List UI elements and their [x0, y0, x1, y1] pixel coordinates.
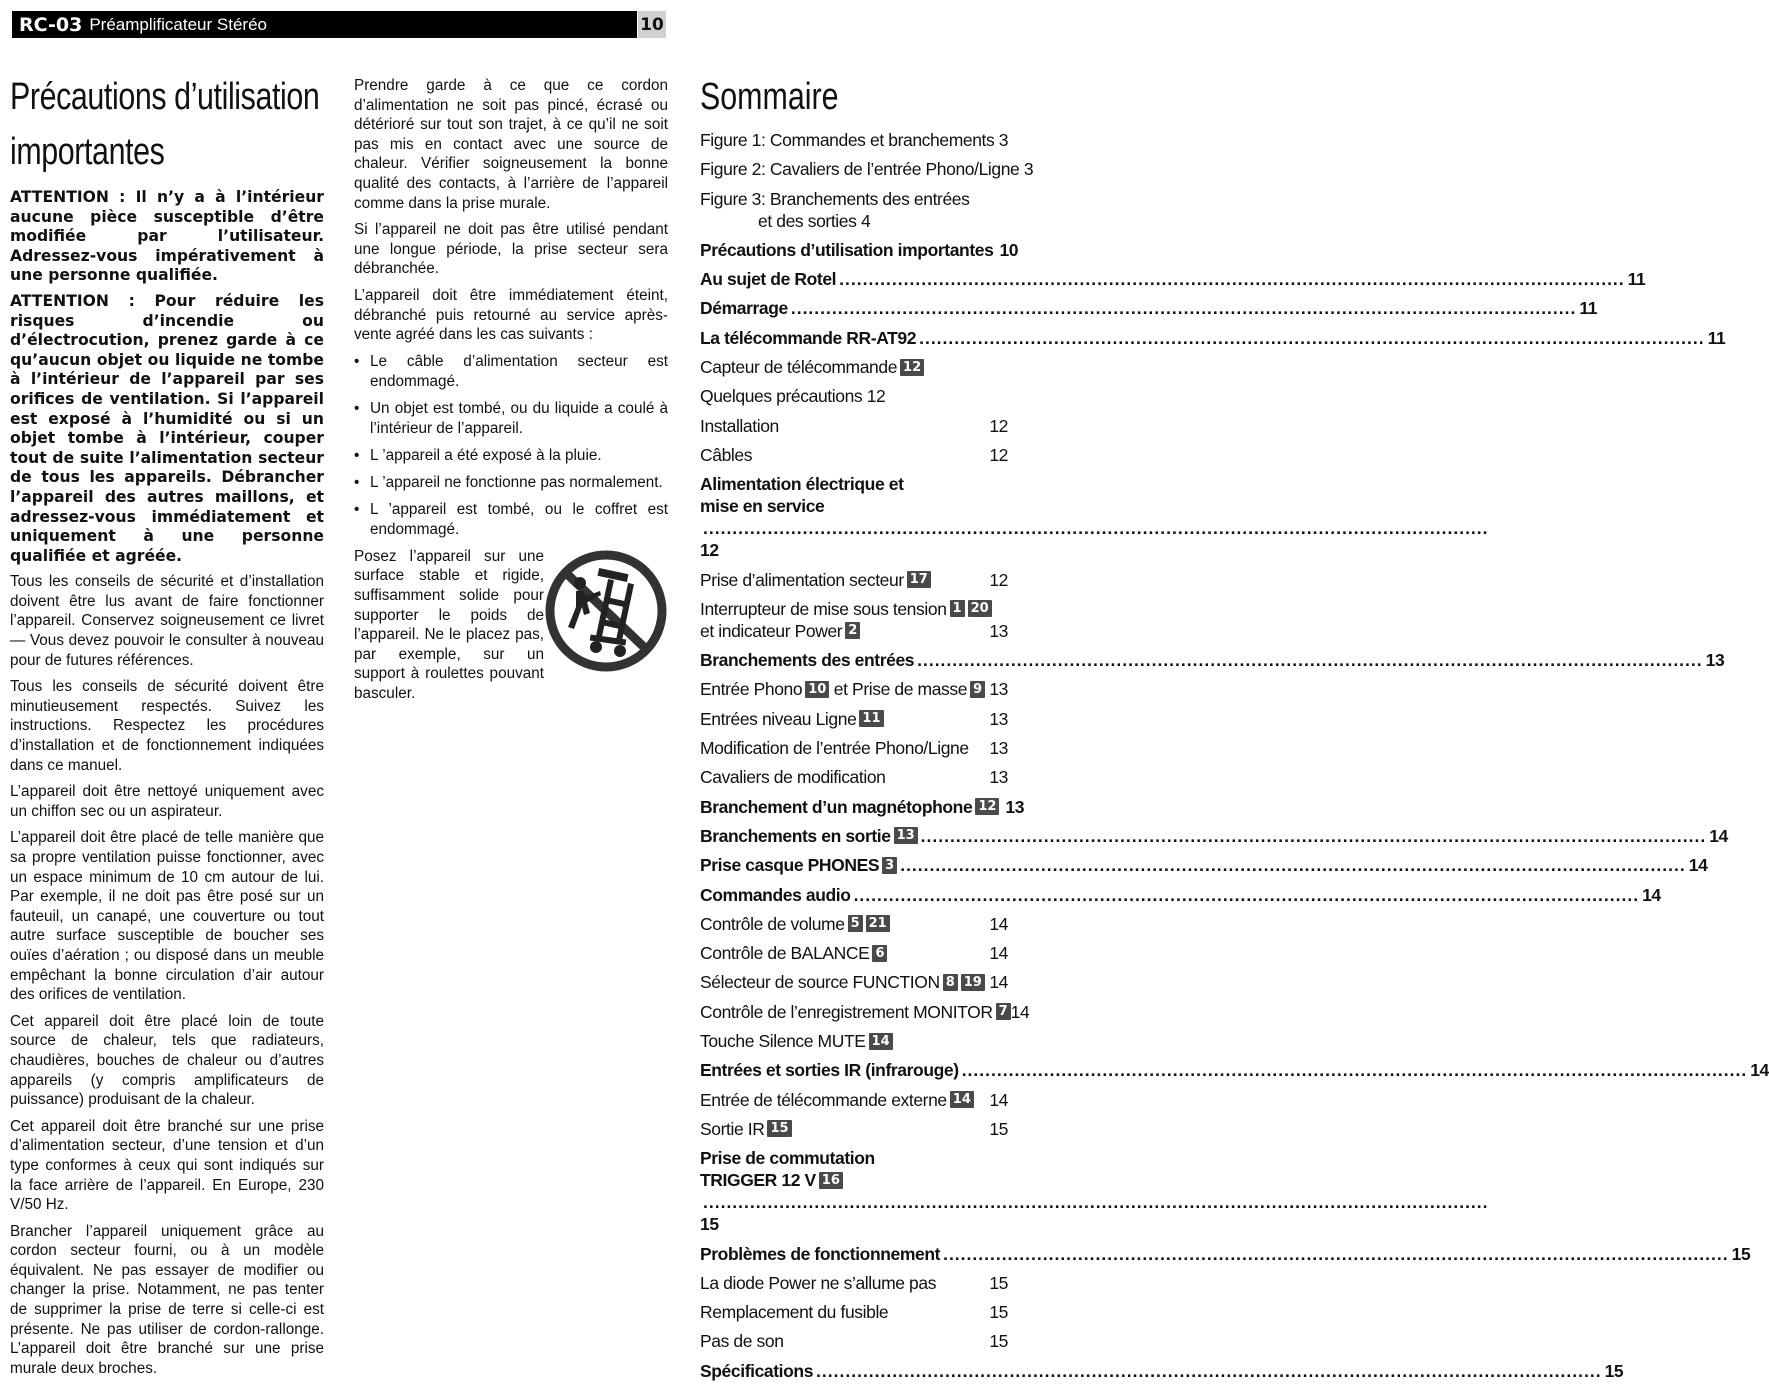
toc-entry[interactable]: Quelques précautions 12 [700, 386, 886, 407]
left-column [10, 74, 324, 1385]
bullet-symbol: • [354, 446, 360, 464]
ref-badge: 13 [894, 827, 918, 844]
bullet-symbol: • [354, 352, 360, 370]
no-cart-warning-icon [544, 549, 668, 673]
toc-entry[interactable]: Entrées et sorties IR (infrarouge) ..... 14 [700, 1059, 1008, 1081]
ref-badge: 12 [900, 359, 924, 376]
ref-badge: 11 [859, 710, 883, 727]
toc-entry[interactable]: Installation 12 [700, 415, 1008, 436]
toc-entry[interactable]: Sélecteur de source FUNCTION 8 19 14 [700, 972, 1008, 993]
toc-entry[interactable]: Démarrage ..... 11 [700, 297, 1008, 319]
warning-paragraph: ATTENTION : Il n’y a à l’intérieur aucune pièce susceptible d’être modifiée par l’utilisateur. Adressez-vous impérativement à une personne qualifiée. [10, 188, 324, 285]
toc-entry[interactable]: Entrées niveau Ligne 11 13 [700, 708, 1008, 729]
bullet-list [354, 352, 668, 540]
ref-badge: 20 [968, 600, 992, 617]
toc-entry[interactable]: Problèmes de fonctionnement ..... 15 [700, 1243, 1008, 1265]
ref-badge: 2 [845, 622, 860, 639]
ref-badge: 19 [961, 974, 985, 991]
warning-paragraph: ATTENTION : Pour réduire les risques d’incendie ou d’électrocution, prenez garde à ce qu’aucun objet ou liquide ne tombe à l’intérieur de l’appareil par ses orifices de ventilation. Si l’appareil est exposé à l’humidité ou si un objet tombe à l’intérieur, couper tout de suite l’alimentation secteur de tous les appareils. Débrancher l’appareil des autres maillons, et adressez-vous immédiatement et uniquement à une personne qualifiée et agréée. [10, 291, 324, 565]
header-bar [12, 11, 637, 38]
product-subtitle: Préamplificateur Stéréo [89, 14, 267, 34]
section-title-line2: importantes [10, 131, 165, 173]
body-paragraph: Cet appareil doit être placé loin de toute source de chaleur, tels que radiateurs, chaudières, bouches de chaleur ou d’autres appareils (y compris amplificateurs de puissance) produisant de la chaleur. [10, 1012, 324, 1109]
toc-entry[interactable]: Entrée Phono 10 et Prise de masse 9 13 [700, 679, 1008, 700]
ref-badge: 12 [975, 798, 999, 815]
ref-badge: 14 [869, 1033, 893, 1050]
toc-entry[interactable]: Câbles 12 [700, 444, 1008, 465]
body-paragraph: L’appareil doit être placé de telle manière que sa propre ventilation puisse fonctionner, avec un espace minimum de 10 cm autour de lui. Par exemple, il ne doit pas être posé sur un fauteuil, un canapé, une couverture ou tout autre surface susceptible de boucher ses ouïes d’aération ; ou disposé dans un meuble empêchant la bonne circulation d’air autour des orifices de ventilation. [10, 829, 324, 1004]
toc-entry[interactable]: Pas de son 15 [700, 1331, 1008, 1352]
body-paragraph: Cet appareil doit être branché sur une prise d’alimentation secteur, d’une tension et d’un type conformes à ceux qui sont indiqués sur la face arrière de l’appareil. En Europe, 230 V/50 Hz. [10, 1117, 324, 1214]
page-number: 10 [638, 11, 666, 38]
bullet-symbol: • [354, 500, 360, 518]
toc-figure-entry[interactable]: Figure 3: Branchements des entrées et des sorties 4 [700, 188, 970, 231]
toc-entry[interactable]: Au sujet de Rotel ..... 11 [700, 268, 1008, 290]
body-paragraph: Prendre garde à ce que ce cordon d’alimentation ne soit pas pincé, écrasé ou détérioré sur tout son trajet, à ce qu’il ne soit pas mis en contact avec une source de chaleur. Vérifier soigneusement la bonne qualité des contacts, à l’arrière de l’appareil comme dans la prise murale. [354, 77, 668, 212]
table-of-contents [700, 74, 1769, 1389]
toc-entry[interactable]: Sortie IR 15 15 [700, 1118, 1008, 1139]
toc-entry[interactable]: Remplacement du fusible 15 [700, 1302, 1008, 1323]
toc-entry[interactable]: La télécommande RR-AT92 ..... 11 [700, 327, 1008, 349]
toc-entry[interactable]: Touche Silence MUTE 14 [700, 1030, 1008, 1052]
body-paragraph: Tous les conseils de sécurité doivent être minutieusement respectés. Suivez les instructions. Respectez les procédures d’installation et de fonctionnement indiquées dans ce manuel. [10, 678, 324, 774]
ref-badge: 7 [996, 1003, 1011, 1020]
ref-badge: 3 [882, 857, 897, 874]
toc-entry[interactable]: Prise casque PHONES 3 ..... 14 [700, 854, 1008, 876]
toc-entry[interactable]: Capteur de télécommande 12 [700, 356, 1008, 378]
toc-entry[interactable]: Contrôle de volume 5 21 14 [700, 913, 1008, 934]
ref-badge: 1 [950, 600, 965, 617]
bullet-symbol: • [354, 399, 360, 417]
toc-entry[interactable]: Branchement d’un magnétophone 12 13 [700, 796, 1025, 817]
cart-warning-text: Posez l’appareil sur une surface stable et rigide, suffisamment solide pour supporter le poids de l’appareil. Ne le placez pas, par exemple, sur un support à roulettes pouvant basculer. [354, 547, 544, 702]
ref-badge: 9 [970, 681, 985, 698]
toc-entry[interactable]: Contrôle de BALANCE 6 14 [700, 943, 1008, 964]
toc-entry[interactable]: Entrée de télécommande externe 14 14 [700, 1089, 1008, 1110]
list-item: • L ’appareil est tombé, ou le coffret est endommagé. [354, 500, 668, 538]
ref-badge: 6 [872, 945, 887, 962]
toc-entry[interactable]: Contrôle de l’enregistrement MONITOR 7 14 [700, 1001, 1030, 1022]
toc-entry[interactable]: Précautions d’utilisation importantes 10 [700, 239, 1019, 260]
ref-badge: 14 [950, 1091, 974, 1108]
toc-entry[interactable]: Cavaliers de modification 13 [700, 767, 1008, 788]
model-name: RC-03 [19, 13, 83, 36]
body-paragraph: Si l’appareil ne doit pas être utilisé pendant une longue période, la prise secteur sera débranchée. [354, 221, 668, 278]
toc-entry[interactable]: Branchements des entrées ..... 13 [700, 649, 1008, 671]
middle-column [354, 76, 668, 710]
toc-figure-entry[interactable]: Figure 1: Commandes et branchements 3 [700, 130, 1009, 150]
ref-badge: 17 [907, 571, 931, 588]
list-item: • Un objet est tombé, ou du liquide a coulé à l’intérieur de l’appareil. [354, 399, 668, 437]
body-paragraph: L’appareil doit être immédiatement éteint, débranché puis retourné au service après-vente agréé dans les cas suivants : [354, 286, 668, 344]
cart-warning-block [354, 547, 668, 704]
toc-entry[interactable]: Modification de l’entrée Phono/Ligne 13 [700, 738, 1008, 759]
toc-entry[interactable]: Commandes audio ..... 14 [700, 884, 1008, 906]
toc-entry[interactable]: Prise d’alimentation secteur 17 12 [700, 569, 1008, 590]
toc-entry[interactable]: Branchements en sortie 13 ..... 14 [700, 825, 1008, 847]
list-item: • Le câble d’alimentation secteur est endommagé. [354, 352, 668, 390]
body-paragraph: Tous les conseils de sécurité et d’installation doivent être lus avant de faire fonctionner l’appareil. Conservez soigneusement ce livret — Vous devez pouvoir le consulter à nouveau pour de futures références. [10, 573, 324, 669]
body-paragraph: L’appareil doit être nettoyé uniquement avec un chiffon sec ou un aspirateur. [10, 783, 324, 820]
toc-entry[interactable]: Prise de commutation TRIGGER 12 V 16 ..... 15 [700, 1147, 1008, 1235]
toc-entry[interactable]: La diode Power ne s’allume pas 15 [700, 1272, 1008, 1293]
body-paragraph: Brancher l’appareil uniquement grâce au cordon secteur fourni, ou à un modèle équivalent. Ne pas essayer de modifier ou changer la prise. Notamment, ne pas tenter de supprimer la prise de terre si celle-ci est présente. Ne pas utiliser de cordon-rallonge. L’appareil doit être branché sur une prise murale deux broches. [10, 1222, 324, 1377]
ref-badge: 5 [848, 915, 863, 932]
ref-badge: 21 [866, 915, 890, 932]
ref-badge: 15 [767, 1120, 791, 1137]
list-item: • L ’appareil ne fonctionne pas normalement. [354, 473, 663, 491]
section-title-line1: Précautions d’utilisation [10, 76, 320, 118]
ref-badge: 16 [819, 1172, 843, 1189]
bullet-symbol: • [354, 473, 360, 491]
toc-entry[interactable]: Alimentation électrique et mise en service ..... 12 [700, 473, 1008, 561]
toc-figure-entry[interactable]: Figure 2: Cavaliers de l’entrée Phono/Ligne 3 [700, 159, 1034, 180]
toc-entry[interactable]: Spécifications ..... 15 [700, 1360, 1008, 1382]
toc-entry[interactable]: Interrupteur de mise sous tension 1 20 et indicateur Power 2 13 [700, 598, 1008, 641]
ref-badge: 8 [943, 974, 958, 991]
ref-badge: 10 [805, 681, 829, 698]
toc-title: Sommaire [700, 76, 839, 118]
list-item: • L ’appareil a été exposé à la pluie. [354, 446, 602, 464]
